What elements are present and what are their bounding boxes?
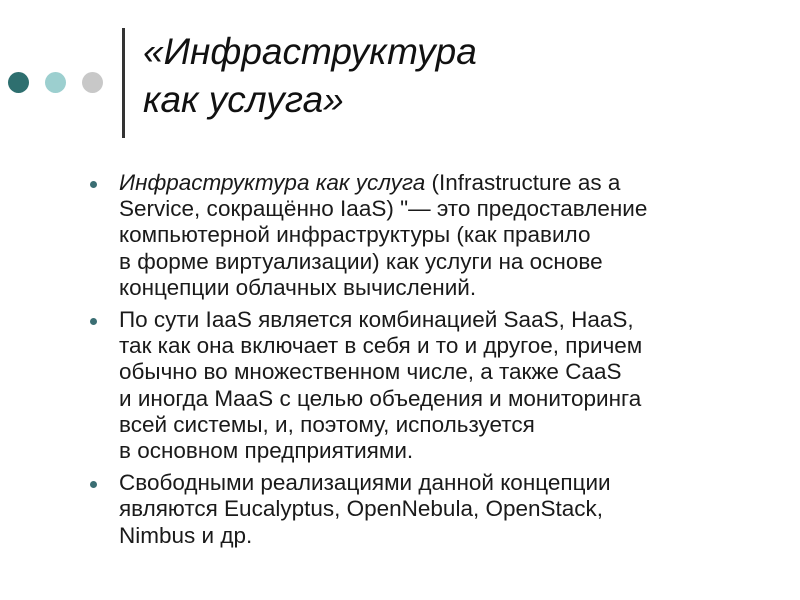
bullet-item-2 — [90, 307, 780, 464]
bullet-1-line-4: в форме виртуализации) как услуги на основе — [119, 248, 603, 274]
slide-title-line-2: как услуга» — [143, 79, 344, 120]
bullet-2-line-4: и иногда MaaS с целью объедения и мониторинга — [119, 385, 642, 411]
bullet-icon — [90, 318, 97, 325]
bullet-2-line-5: всей системы, и, поэтому, используется — [119, 411, 535, 437]
decorative-dots — [8, 72, 108, 94]
bullet-2-line-2: так как она включает в себя и то и другое, причем — [119, 333, 643, 359]
bullet-1-line-1 — [119, 170, 780, 196]
bullet-3-line-1: Свободными реализациями данной концепции — [119, 470, 611, 496]
bullet-1-line-1-italic: Инфраструктура как услуга — [119, 170, 426, 195]
bullet-2-line-6: в основном предприятиями. — [119, 438, 414, 464]
title-divider-line — [122, 28, 125, 138]
bullet-1-line-2: Service, сокращённо IaaS) "— это предоставление — [119, 196, 648, 222]
bullet-icon — [90, 181, 97, 188]
slide-title — [143, 28, 763, 124]
bullet-1-line-3: компьютерной инфраструктуры (как правило — [119, 222, 591, 248]
bullet-3-line-2: являются Eucalyptus, OpenNebula, OpenStack, — [119, 496, 604, 522]
dot-dark-teal — [8, 72, 29, 93]
dot-light-teal — [45, 72, 66, 93]
bullet-1-line-5: концепции облачных вычислений. — [119, 274, 477, 300]
bullet-2-line-3: обычно во множественном числе, а также CaaS — [119, 359, 622, 385]
bullet-2-line-1: По сути IaaS является комбинацией SaaS, HaaS, — [119, 307, 634, 333]
bullet-item-3 — [90, 470, 780, 549]
bullet-item-1 — [90, 170, 780, 301]
bullet-list — [90, 170, 780, 555]
bullet-3-line-3: Nimbus и др. — [119, 522, 253, 548]
bullet-icon — [90, 481, 97, 488]
bullet-1-line-1-text: (Infrastructure as a — [425, 170, 621, 195]
dot-gray — [82, 72, 103, 93]
slide-title-line-1: «Инфраструктура — [143, 31, 477, 72]
